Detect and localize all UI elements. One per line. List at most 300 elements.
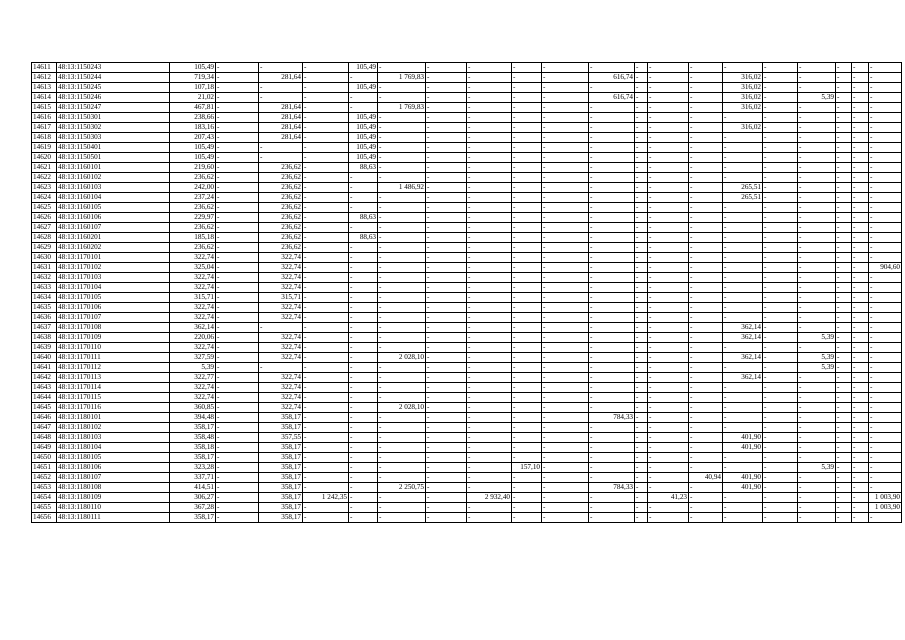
value-cell: - [689, 513, 723, 523]
value-cell: - [378, 333, 426, 343]
value-cell: - [836, 273, 852, 283]
table-row [32, 413, 902, 423]
value-cell: - [216, 383, 259, 393]
value-cell: - [852, 183, 869, 193]
value-cell: - [542, 463, 589, 473]
value-cell: 322,74 [259, 403, 303, 413]
value-cell: - [869, 303, 902, 313]
value-cell: 358,17 [170, 513, 216, 523]
table-row [32, 483, 902, 493]
value-cell: - [836, 453, 852, 463]
value-cell: - [542, 93, 589, 103]
value-cell: - [635, 353, 648, 363]
value-cell: - [589, 193, 635, 203]
value-cell: - [852, 293, 869, 303]
value-cell: - [869, 293, 902, 303]
value-cell: - [836, 293, 852, 303]
value-cell: 322,74 [170, 343, 216, 353]
row-number-cell: 14630 [32, 253, 57, 263]
value-cell: - [542, 483, 589, 493]
value-cell: - [426, 323, 467, 333]
value-cell: - [689, 383, 723, 393]
value-cell: - [836, 63, 852, 73]
value-cell: - [349, 463, 378, 473]
value-cell: - [869, 233, 902, 243]
cadastral-number-cell: 48:13:1170108 [57, 323, 170, 333]
value-cell: - [689, 243, 723, 253]
value-cell: - [589, 83, 635, 93]
value-cell: - [349, 273, 378, 283]
value-cell: - [303, 133, 349, 143]
value-cell: 2 932,40 [467, 493, 512, 503]
value-cell: - [869, 103, 902, 113]
value-cell: - [349, 353, 378, 363]
value-cell: - [467, 133, 512, 143]
value-cell: - [798, 473, 836, 483]
value-cell: - [852, 193, 869, 203]
value-cell: 362,14 [723, 373, 763, 383]
row-number-cell: 14617 [32, 123, 57, 133]
value-cell: - [852, 353, 869, 363]
value-cell: - [467, 403, 512, 413]
table-row [32, 273, 902, 283]
value-cell: - [426, 293, 467, 303]
value-cell: - [349, 343, 378, 353]
value-cell: - [589, 143, 635, 153]
value-cell: - [635, 173, 648, 183]
value-cell: 358,18 [170, 443, 216, 453]
value-cell: - [512, 413, 542, 423]
table-row [32, 393, 902, 403]
cadastral-number-cell: 48:13:1170102 [57, 263, 170, 273]
value-cell: 238,66 [170, 113, 216, 123]
value-cell: - [512, 213, 542, 223]
row-number-cell: 14652 [32, 473, 57, 483]
value-cell: - [852, 443, 869, 453]
value-cell: - [542, 283, 589, 293]
value-cell: - [589, 343, 635, 353]
value-cell: - [467, 163, 512, 173]
value-cell: - [763, 83, 798, 93]
value-cell: - [426, 283, 467, 293]
value-cell: - [512, 433, 542, 443]
value-cell: - [542, 253, 589, 263]
row-number-cell: 14616 [32, 113, 57, 123]
value-cell: - [635, 223, 648, 233]
value-cell: - [798, 163, 836, 173]
value-cell: 322,77 [170, 373, 216, 383]
cadastral-number-cell: 48:13:1170105 [57, 293, 170, 303]
value-cell: - [303, 93, 349, 103]
value-cell: - [836, 483, 852, 493]
value-cell: - [852, 513, 869, 523]
value-cell: - [836, 143, 852, 153]
cadastral-number-cell: 48:13:1160202 [57, 243, 170, 253]
value-cell: - [836, 443, 852, 453]
value-cell: - [836, 303, 852, 313]
value-cell: - [836, 243, 852, 253]
value-cell: 2 028,10 [378, 353, 426, 363]
table-row [32, 253, 902, 263]
value-cell: - [723, 343, 763, 353]
value-cell: - [589, 123, 635, 133]
value-cell: - [589, 473, 635, 483]
table-row [32, 233, 902, 243]
value-cell: - [589, 443, 635, 453]
row-number-cell: 14644 [32, 393, 57, 403]
cadastral-number-cell: 48:13:1170109 [57, 333, 170, 343]
value-cell: - [723, 453, 763, 463]
row-number-cell: 14612 [32, 73, 57, 83]
value-cell: - [648, 443, 689, 453]
value-cell: - [216, 113, 259, 123]
row-number-cell: 14621 [32, 163, 57, 173]
value-cell: - [467, 353, 512, 363]
value-cell: - [689, 373, 723, 383]
value-cell: - [467, 503, 512, 513]
cadastral-number-cell: 48:13:1160103 [57, 183, 170, 193]
value-cell: 105,49 [349, 133, 378, 143]
cadastral-number-cell: 48:13:1150401 [57, 143, 170, 153]
value-cell: - [426, 363, 467, 373]
table-row [32, 183, 902, 193]
value-cell: - [852, 153, 869, 163]
value-cell: - [467, 113, 512, 123]
cadastral-number-cell: 48:13:1180111 [57, 513, 170, 523]
value-cell: - [542, 343, 589, 353]
row-number-cell: 14642 [32, 373, 57, 383]
row-number-cell: 14654 [32, 493, 57, 503]
value-cell: - [303, 113, 349, 123]
value-cell: - [542, 453, 589, 463]
value-cell: - [798, 113, 836, 123]
value-cell: - [467, 203, 512, 213]
value-cell: - [349, 443, 378, 453]
value-cell: - [648, 383, 689, 393]
value-cell: 322,74 [170, 383, 216, 393]
value-cell: - [635, 443, 648, 453]
row-number-cell: 14619 [32, 143, 57, 153]
value-cell: - [798, 503, 836, 513]
value-cell: - [589, 403, 635, 413]
value-cell: - [852, 163, 869, 173]
value-cell: - [723, 113, 763, 123]
cadastral-number-cell: 48:13:1180108 [57, 483, 170, 493]
table-row [32, 223, 902, 233]
value-cell: - [635, 433, 648, 443]
row-number-cell: 14613 [32, 83, 57, 93]
value-cell: 904,60 [869, 263, 902, 273]
value-cell: - [216, 183, 259, 193]
value-cell: - [798, 173, 836, 183]
value-cell: 236,62 [259, 163, 303, 173]
value-cell: - [216, 233, 259, 243]
value-cell: - [798, 413, 836, 423]
value-cell: - [512, 113, 542, 123]
value-cell: - [852, 133, 869, 143]
cadastral-number-cell: 48:13:1180107 [57, 473, 170, 483]
cadastral-number-cell: 48:13:1160105 [57, 203, 170, 213]
table-row [32, 343, 902, 353]
value-cell: - [852, 473, 869, 483]
value-cell: - [378, 413, 426, 423]
row-number-cell: 14646 [32, 413, 57, 423]
row-number-cell: 14631 [32, 263, 57, 273]
value-cell: - [467, 93, 512, 103]
value-cell: - [467, 223, 512, 233]
value-cell: 105,49 [170, 143, 216, 153]
value-cell: - [349, 433, 378, 443]
value-cell: - [798, 323, 836, 333]
value-cell: - [378, 63, 426, 73]
row-number-cell: 14655 [32, 503, 57, 513]
value-cell: - [378, 173, 426, 183]
table-row [32, 293, 902, 303]
value-cell: 358,17 [259, 463, 303, 473]
value-cell: - [378, 453, 426, 463]
value-cell: - [798, 263, 836, 273]
value-cell: 322,74 [170, 393, 216, 403]
value-cell: - [216, 213, 259, 223]
value-cell: - [869, 153, 902, 163]
value-cell: - [589, 423, 635, 433]
value-cell: - [689, 183, 723, 193]
value-cell: - [763, 213, 798, 223]
row-number-cell: 14645 [32, 403, 57, 413]
value-cell: - [467, 513, 512, 523]
data-table [31, 62, 902, 523]
row-number-cell: 14647 [32, 423, 57, 433]
value-cell: 357,55 [259, 433, 303, 443]
value-cell: - [378, 383, 426, 393]
value-cell: - [349, 93, 378, 103]
value-cell: - [426, 313, 467, 323]
value-cell: - [349, 473, 378, 483]
value-cell: - [303, 243, 349, 253]
cadastral-number-cell: 48:13:1150501 [57, 153, 170, 163]
value-cell: - [589, 333, 635, 343]
value-cell: - [426, 333, 467, 343]
value-cell: - [723, 173, 763, 183]
value-cell: - [689, 353, 723, 363]
value-cell: 322,74 [259, 343, 303, 353]
value-cell: - [635, 503, 648, 513]
table-row [32, 323, 902, 333]
value-cell: - [303, 393, 349, 403]
value-cell: - [216, 393, 259, 403]
value-cell: - [648, 323, 689, 333]
value-cell: - [869, 203, 902, 213]
row-number-cell: 14635 [32, 303, 57, 313]
value-cell: 322,74 [170, 253, 216, 263]
value-cell: - [648, 223, 689, 233]
table-row [32, 193, 902, 203]
value-cell: - [852, 283, 869, 293]
value-cell: - [378, 233, 426, 243]
value-cell: - [216, 513, 259, 523]
value-cell: - [542, 323, 589, 333]
value-cell: - [303, 123, 349, 133]
value-cell: - [689, 493, 723, 503]
value-cell: 322,74 [259, 373, 303, 383]
value-cell: 105,49 [170, 153, 216, 163]
value-cell: - [798, 73, 836, 83]
value-cell: - [798, 133, 836, 143]
value-cell: - [378, 93, 426, 103]
value-cell: - [763, 143, 798, 153]
value-cell: - [589, 63, 635, 73]
value-cell: - [635, 483, 648, 493]
value-cell: - [512, 343, 542, 353]
value-cell: - [216, 473, 259, 483]
value-cell: - [512, 453, 542, 463]
value-cell: - [589, 323, 635, 333]
table-row [32, 313, 902, 323]
value-cell: - [836, 263, 852, 273]
value-cell: - [689, 203, 723, 213]
value-cell: - [589, 113, 635, 123]
value-cell: - [836, 83, 852, 93]
value-cell: 281,64 [259, 133, 303, 143]
value-cell: - [635, 283, 648, 293]
value-cell: - [542, 403, 589, 413]
value-cell: - [542, 433, 589, 443]
value-cell: 2 250,75 [378, 483, 426, 493]
value-cell: - [689, 483, 723, 493]
value-cell: - [589, 513, 635, 523]
value-cell: - [869, 383, 902, 393]
cadastral-number-cell: 48:13:1160106 [57, 213, 170, 223]
value-cell: - [648, 183, 689, 193]
value-cell: - [589, 243, 635, 253]
value-cell: 281,64 [259, 73, 303, 83]
cadastral-number-cell: 48:13:1180101 [57, 413, 170, 423]
row-number-cell: 14650 [32, 453, 57, 463]
value-cell: 394,48 [170, 413, 216, 423]
value-cell: 616,74 [589, 73, 635, 83]
value-cell: - [512, 253, 542, 263]
value-cell: - [689, 153, 723, 163]
value-cell: - [216, 83, 259, 93]
value-cell: - [723, 253, 763, 263]
value-cell: - [869, 363, 902, 373]
value-cell: - [349, 453, 378, 463]
value-cell: - [467, 393, 512, 403]
value-cell: - [723, 383, 763, 393]
value-cell: - [512, 173, 542, 183]
value-cell: - [542, 243, 589, 253]
value-cell: - [836, 513, 852, 523]
row-number-cell: 14625 [32, 203, 57, 213]
value-cell: - [869, 193, 902, 203]
value-cell: - [648, 473, 689, 483]
value-cell: - [303, 433, 349, 443]
value-cell: - [836, 253, 852, 263]
value-cell: - [426, 433, 467, 443]
value-cell: - [542, 83, 589, 93]
value-cell: - [635, 103, 648, 113]
value-cell: 107,18 [170, 83, 216, 93]
value-cell: 316,02 [723, 83, 763, 93]
value-cell: - [378, 193, 426, 203]
value-cell: - [216, 453, 259, 463]
value-cell: - [467, 153, 512, 163]
value-cell: - [426, 103, 467, 113]
value-cell: - [467, 303, 512, 313]
value-cell: - [467, 173, 512, 183]
value-cell: - [648, 163, 689, 173]
value-cell: - [303, 473, 349, 483]
value-cell: - [542, 133, 589, 143]
value-cell: - [303, 303, 349, 313]
value-cell: 401,90 [723, 473, 763, 483]
value-cell: - [303, 513, 349, 523]
value-cell: - [635, 383, 648, 393]
value-cell: - [689, 363, 723, 373]
value-cell: - [635, 183, 648, 193]
value-cell: - [723, 513, 763, 523]
value-cell: - [378, 503, 426, 513]
value-cell: - [648, 303, 689, 313]
cadastral-number-cell: 48:13:1170106 [57, 303, 170, 313]
value-cell: - [426, 243, 467, 253]
value-cell: - [689, 323, 723, 333]
value-cell: - [259, 323, 303, 333]
value-cell: 237,24 [170, 193, 216, 203]
value-cell: - [763, 223, 798, 233]
value-cell: - [763, 203, 798, 213]
value-cell: - [836, 213, 852, 223]
value-cell: - [869, 173, 902, 183]
value-cell: - [303, 193, 349, 203]
value-cell: - [763, 283, 798, 293]
value-cell: - [426, 423, 467, 433]
value-cell: - [216, 273, 259, 283]
value-cell: - [259, 363, 303, 373]
value-cell: - [216, 93, 259, 103]
value-cell: - [635, 403, 648, 413]
value-cell: - [349, 203, 378, 213]
value-cell: - [378, 373, 426, 383]
value-cell: - [689, 233, 723, 243]
value-cell: - [512, 243, 542, 253]
value-cell: 358,17 [259, 483, 303, 493]
table-row [32, 153, 902, 163]
value-cell: - [216, 223, 259, 233]
value-cell: 358,17 [259, 493, 303, 503]
cadastral-number-cell: 48:13:1170113 [57, 373, 170, 383]
value-cell: - [689, 333, 723, 343]
value-cell: - [648, 193, 689, 203]
value-cell: - [378, 133, 426, 143]
value-cell: - [648, 113, 689, 123]
value-cell: - [648, 73, 689, 83]
value-cell: - [635, 393, 648, 403]
row-number-cell: 14636 [32, 313, 57, 323]
value-cell: - [836, 473, 852, 483]
cadastral-number-cell: 48:13:1180106 [57, 463, 170, 473]
value-cell: - [426, 163, 467, 173]
value-cell: - [589, 503, 635, 513]
value-cell: - [303, 73, 349, 83]
value-cell: - [512, 423, 542, 433]
value-cell: 358,17 [259, 413, 303, 423]
value-cell: - [798, 203, 836, 213]
value-cell: - [426, 503, 467, 513]
value-cell: - [869, 333, 902, 343]
value-cell: - [378, 283, 426, 293]
value-cell: 236,62 [259, 243, 303, 253]
